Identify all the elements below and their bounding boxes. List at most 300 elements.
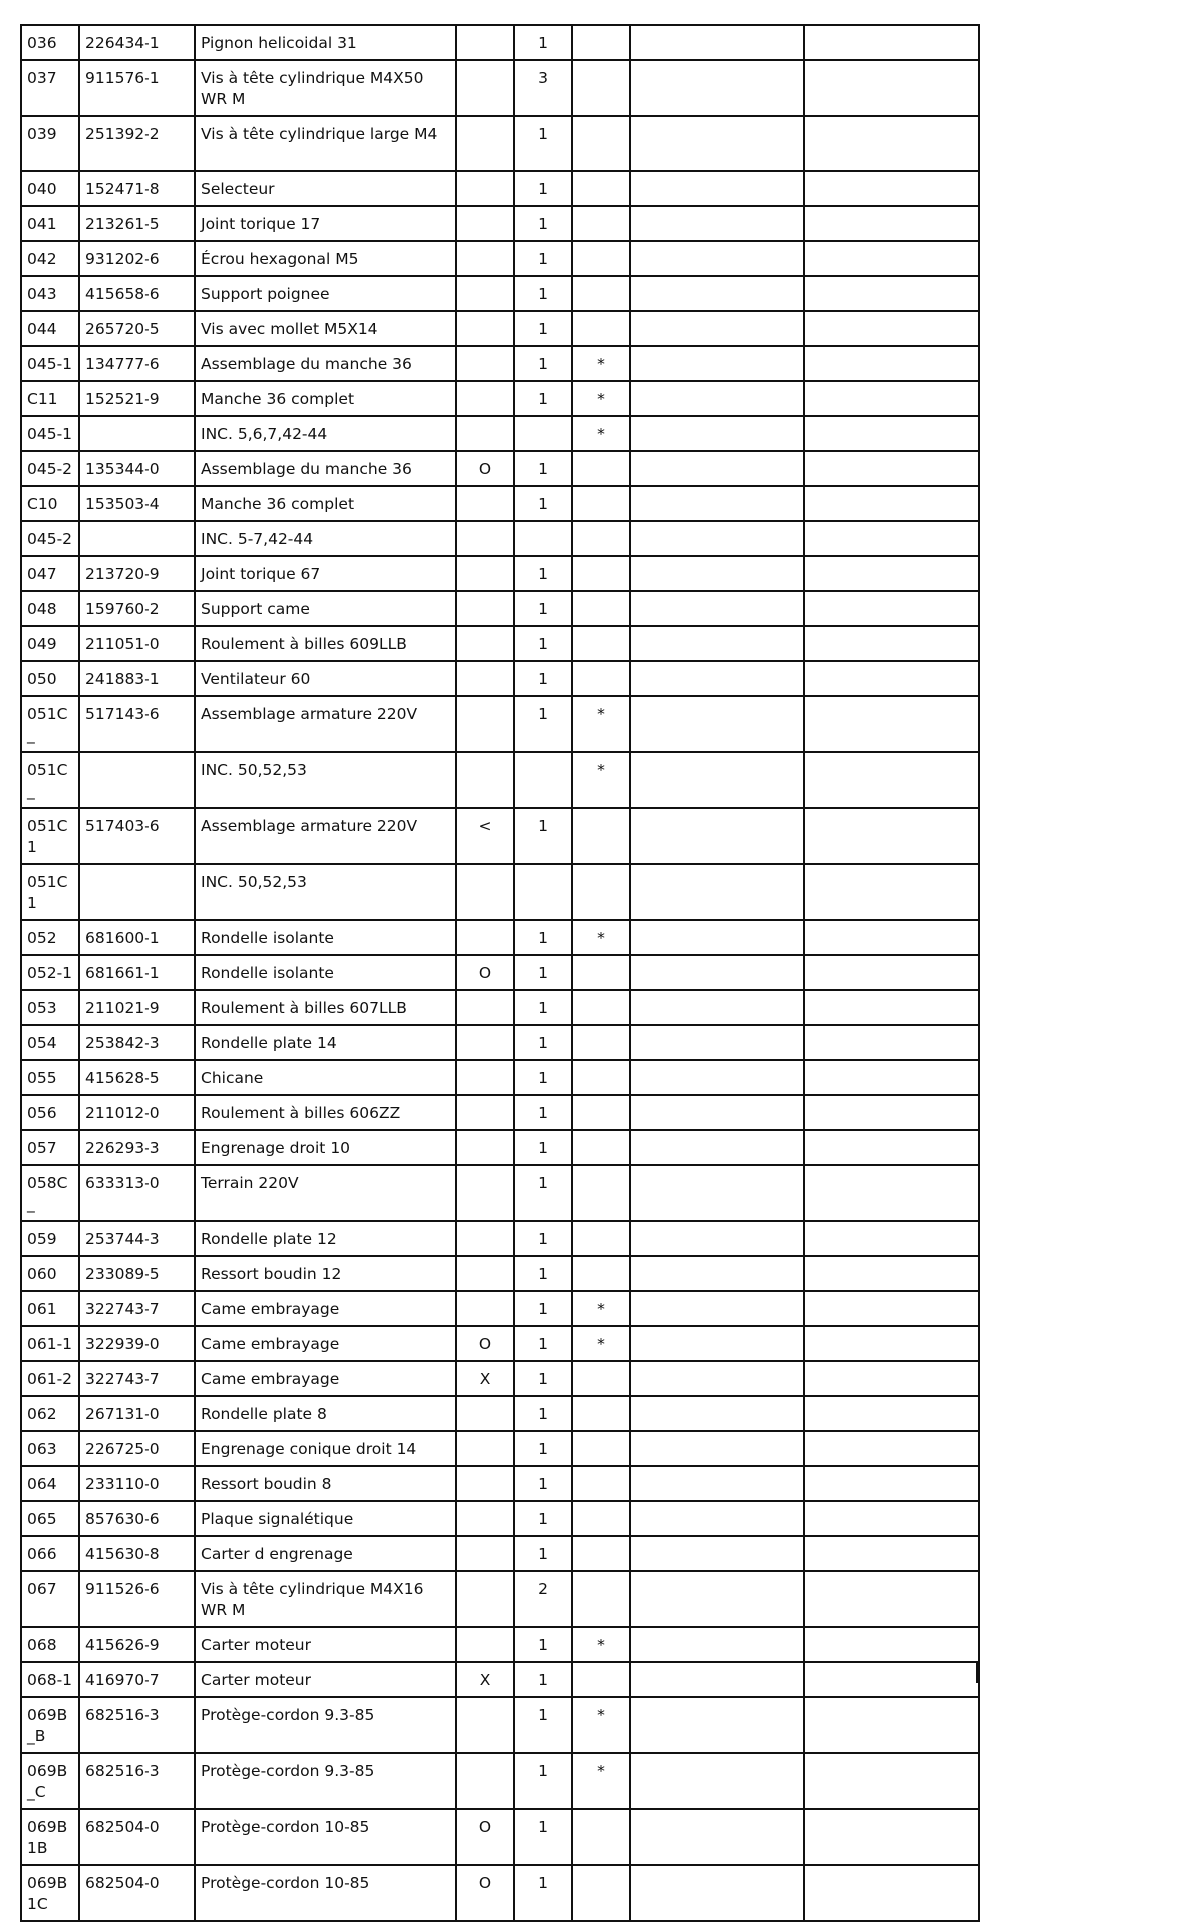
part-number-cell: 226434-1 [79, 25, 195, 60]
description-cell: Vis à tête cylindrique large M4 [195, 116, 456, 171]
change-code-cell [456, 696, 514, 752]
item-number-cell: 061-2 [21, 1361, 79, 1396]
part-number-cell: 517143-6 [79, 696, 195, 752]
table-row [21, 206, 979, 241]
mark-cell [572, 1130, 630, 1165]
empty-cell [804, 1095, 979, 1130]
mark-cell [572, 241, 630, 276]
empty-cell [804, 241, 979, 276]
empty-cell [630, 1627, 804, 1662]
quantity-cell: 1 [514, 1095, 572, 1130]
description-cell: Support came [195, 591, 456, 626]
table-row [21, 955, 979, 990]
mark-cell [572, 955, 630, 990]
empty-cell [630, 521, 804, 556]
empty-cell [630, 276, 804, 311]
part-number-cell: 253842-3 [79, 1025, 195, 1060]
change-code-cell [456, 521, 514, 556]
change-code-cell [456, 1256, 514, 1291]
part-number-cell: 267131-0 [79, 1396, 195, 1431]
description-cell: Écrou hexagonal M5 [195, 241, 456, 276]
item-number-cell: 045-1 [21, 416, 79, 451]
quantity-cell: 1 [514, 1060, 572, 1095]
mark-cell: * [572, 381, 630, 416]
empty-cell [804, 1361, 979, 1396]
table-row [21, 1326, 979, 1361]
part-number-cell: 322939-0 [79, 1326, 195, 1361]
mark-cell [572, 1361, 630, 1396]
mark-cell [572, 25, 630, 60]
table-row [21, 1165, 979, 1221]
mark-cell [572, 311, 630, 346]
description-cell: Manche 36 complet [195, 486, 456, 521]
description-cell: Plaque signalétique [195, 1501, 456, 1536]
mark-cell [572, 1165, 630, 1221]
change-code-cell: < [456, 808, 514, 864]
empty-cell [630, 1809, 804, 1865]
description-cell: Joint torique 67 [195, 556, 456, 591]
mark-cell [572, 1396, 630, 1431]
empty-cell [630, 1753, 804, 1809]
quantity-cell: 1 [514, 920, 572, 955]
quantity-cell: 1 [514, 1025, 572, 1060]
empty-cell [804, 311, 979, 346]
item-number-cell: 047 [21, 556, 79, 591]
empty-cell [804, 808, 979, 864]
quantity-cell: 1 [514, 1256, 572, 1291]
description-cell: Chicane [195, 1060, 456, 1095]
item-number-cell: 056 [21, 1095, 79, 1130]
quantity-cell: 1 [514, 346, 572, 381]
description-cell: Came embrayage [195, 1361, 456, 1396]
change-code-cell [456, 171, 514, 206]
empty-cell [804, 920, 979, 955]
table-row [21, 1291, 979, 1326]
part-number-cell: 134777-6 [79, 346, 195, 381]
part-number-cell [79, 864, 195, 920]
part-number-cell: 517403-6 [79, 808, 195, 864]
quantity-cell: 1 [514, 1165, 572, 1221]
change-code-cell [456, 1627, 514, 1662]
change-code-cell [456, 1025, 514, 1060]
table-row [21, 241, 979, 276]
change-code-cell [456, 486, 514, 521]
table-row [21, 556, 979, 591]
quantity-cell: 1 [514, 171, 572, 206]
empty-cell [630, 1361, 804, 1396]
part-number-cell: 931202-6 [79, 241, 195, 276]
mark-cell [572, 451, 630, 486]
empty-cell [630, 1326, 804, 1361]
quantity-cell: 1 [514, 591, 572, 626]
item-number-cell: 061 [21, 1291, 79, 1326]
mark-cell [572, 1501, 630, 1536]
change-code-cell [456, 752, 514, 808]
item-number-cell: 055 [21, 1060, 79, 1095]
empty-cell [630, 1396, 804, 1431]
table-row [21, 920, 979, 955]
empty-cell [804, 661, 979, 696]
empty-cell [630, 311, 804, 346]
empty-cell [804, 416, 979, 451]
empty-cell [630, 486, 804, 521]
part-number-cell: 211051-0 [79, 626, 195, 661]
part-number-cell [79, 521, 195, 556]
empty-cell [804, 206, 979, 241]
quantity-cell: 1 [514, 116, 572, 171]
item-number-cell: 064 [21, 1466, 79, 1501]
description-cell: Pignon helicoidal 31 [195, 25, 456, 60]
change-code-cell [456, 1221, 514, 1256]
mark-cell [572, 60, 630, 116]
change-code-cell [456, 311, 514, 346]
change-code-cell [456, 661, 514, 696]
change-code-cell: X [456, 1361, 514, 1396]
part-number-cell: 226725-0 [79, 1431, 195, 1466]
item-number-cell: 069B_C [21, 1753, 79, 1809]
part-number-cell: 211012-0 [79, 1095, 195, 1130]
table-row [21, 696, 979, 752]
change-code-cell [456, 864, 514, 920]
quantity-cell: 1 [514, 1361, 572, 1396]
empty-cell [804, 1865, 979, 1921]
mark-cell [572, 1221, 630, 1256]
description-cell: INC. 5-7,42-44 [195, 521, 456, 556]
empty-cell [630, 1865, 804, 1921]
empty-cell [630, 381, 804, 416]
table-row [21, 381, 979, 416]
description-cell: Carter d engrenage [195, 1536, 456, 1571]
table-row [21, 276, 979, 311]
empty-cell [630, 990, 804, 1025]
empty-cell [804, 1753, 979, 1809]
empty-cell [804, 521, 979, 556]
description-cell: Vis à tête cylindrique M4X50 WR M [195, 60, 456, 116]
change-code-cell [456, 1501, 514, 1536]
mark-cell [572, 661, 630, 696]
description-cell: Protège-cordon 10-85 [195, 1809, 456, 1865]
table-row [21, 1095, 979, 1130]
empty-cell [630, 451, 804, 486]
item-number-cell: 060 [21, 1256, 79, 1291]
part-number-cell: 633313-0 [79, 1165, 195, 1221]
part-number-cell: 265720-5 [79, 311, 195, 346]
empty-cell [804, 626, 979, 661]
item-number-cell: 069B_B [21, 1697, 79, 1753]
change-code-cell [456, 626, 514, 661]
mark-cell [572, 556, 630, 591]
empty-cell [630, 25, 804, 60]
table-row [21, 311, 979, 346]
mark-cell [572, 1865, 630, 1921]
quantity-cell: 1 [514, 1291, 572, 1326]
item-number-cell: 068-1 [21, 1662, 79, 1697]
mark-cell [572, 276, 630, 311]
description-cell: Ressort boudin 8 [195, 1466, 456, 1501]
change-code-cell [456, 116, 514, 171]
mark-cell: * [572, 1326, 630, 1361]
description-cell: Roulement à billes 609LLB [195, 626, 456, 661]
table-row [21, 1697, 979, 1753]
item-number-cell: 045-1 [21, 346, 79, 381]
description-cell: Engrenage conique droit 14 [195, 1431, 456, 1466]
empty-cell [804, 1130, 979, 1165]
item-number-cell: 050 [21, 661, 79, 696]
change-code-cell [456, 990, 514, 1025]
empty-cell [630, 241, 804, 276]
change-code-cell: O [456, 451, 514, 486]
table-row [21, 416, 979, 451]
table-row [21, 1809, 979, 1865]
part-number-cell: 233110-0 [79, 1466, 195, 1501]
change-code-cell [456, 1697, 514, 1753]
empty-cell [804, 1060, 979, 1095]
part-number-cell: 682516-3 [79, 1753, 195, 1809]
mark-cell: * [572, 1291, 630, 1326]
item-number-cell: 062 [21, 1396, 79, 1431]
quantity-cell: 1 [514, 276, 572, 311]
table-row [21, 116, 979, 171]
item-number-cell: 054 [21, 1025, 79, 1060]
empty-cell [804, 276, 979, 311]
quantity-cell: 1 [514, 1326, 572, 1361]
empty-cell [804, 1697, 979, 1753]
next-row-edge [20, 1661, 978, 1683]
table-row [21, 1753, 979, 1809]
change-code-cell [456, 1396, 514, 1431]
quantity-cell: 1 [514, 311, 572, 346]
quantity-cell: 1 [514, 1431, 572, 1466]
change-code-cell [456, 1536, 514, 1571]
empty-cell [804, 451, 979, 486]
description-cell: Protège-cordon 9.3-85 [195, 1697, 456, 1753]
description-cell: Rondelle isolante [195, 920, 456, 955]
item-number-cell: 067 [21, 1571, 79, 1627]
part-number-cell [79, 752, 195, 808]
empty-cell [630, 1501, 804, 1536]
empty-cell [630, 1095, 804, 1130]
table-row [21, 752, 979, 808]
description-cell: Rondelle plate 14 [195, 1025, 456, 1060]
table-row [21, 626, 979, 661]
change-code-cell [456, 241, 514, 276]
empty-cell [630, 696, 804, 752]
table-row [21, 1396, 979, 1431]
empty-cell [804, 1627, 979, 1662]
table-row [21, 346, 979, 381]
part-number-cell: 415630-8 [79, 1536, 195, 1571]
description-cell: Rondelle isolante [195, 955, 456, 990]
change-code-cell [456, 1466, 514, 1501]
empty-cell [804, 1466, 979, 1501]
change-code-cell [456, 416, 514, 451]
table-row [21, 864, 979, 920]
description-cell: Manche 36 complet [195, 381, 456, 416]
part-number-cell: 911526-6 [79, 1571, 195, 1627]
empty-cell [630, 808, 804, 864]
empty-cell [630, 1431, 804, 1466]
mark-cell [572, 1536, 630, 1571]
change-code-cell [456, 1060, 514, 1095]
quantity-cell: 1 [514, 1130, 572, 1165]
item-number-cell: C11 [21, 381, 79, 416]
item-number-cell: 039 [21, 116, 79, 171]
empty-cell [630, 1697, 804, 1753]
part-number-cell: 241883-1 [79, 661, 195, 696]
empty-cell [630, 1130, 804, 1165]
part-number-cell: 159760-2 [79, 591, 195, 626]
item-number-cell: 049 [21, 626, 79, 661]
change-code-cell: O [456, 1326, 514, 1361]
empty-cell [630, 206, 804, 241]
quantity-cell: 1 [514, 451, 572, 486]
mark-cell [572, 116, 630, 171]
item-number-cell: 043 [21, 276, 79, 311]
mark-cell [572, 206, 630, 241]
quantity-cell: 1 [514, 1501, 572, 1536]
description-cell: INC. 5,6,7,42-44 [195, 416, 456, 451]
quantity-cell: 1 [514, 241, 572, 276]
change-code-cell [456, 1291, 514, 1326]
item-number-cell: 036 [21, 25, 79, 60]
mark-cell [572, 1256, 630, 1291]
description-cell: Joint torique 17 [195, 206, 456, 241]
mark-cell [572, 591, 630, 626]
description-cell: Assemblage armature 220V [195, 808, 456, 864]
description-cell: Came embrayage [195, 1291, 456, 1326]
table-row [21, 171, 979, 206]
quantity-cell: 1 [514, 381, 572, 416]
part-number-cell: 211021-9 [79, 990, 195, 1025]
item-number-cell: 057 [21, 1130, 79, 1165]
empty-cell [804, 1025, 979, 1060]
empty-cell [804, 1165, 979, 1221]
part-number-cell: 226293-3 [79, 1130, 195, 1165]
part-number-cell: 415626-9 [79, 1627, 195, 1662]
quantity-cell: 1 [514, 808, 572, 864]
quantity-cell [514, 416, 572, 451]
empty-cell [804, 1396, 979, 1431]
item-number-cell: 068 [21, 1627, 79, 1662]
item-number-cell: 042 [21, 241, 79, 276]
table-row [21, 1466, 979, 1501]
empty-cell [804, 1431, 979, 1466]
empty-cell [804, 346, 979, 381]
empty-cell [804, 1256, 979, 1291]
empty-cell [804, 1809, 979, 1865]
table-row [21, 60, 979, 116]
empty-cell [804, 1326, 979, 1361]
item-number-cell: 051C_ [21, 696, 79, 752]
mark-cell: * [572, 346, 630, 381]
empty-cell [630, 1060, 804, 1095]
description-cell: Protège-cordon 10-85 [195, 1865, 456, 1921]
empty-cell [630, 1571, 804, 1627]
quantity-cell: 1 [514, 1466, 572, 1501]
description-cell: Assemblage armature 220V [195, 696, 456, 752]
mark-cell: * [572, 752, 630, 808]
quantity-cell: 1 [514, 1536, 572, 1571]
empty-cell [804, 25, 979, 60]
empty-cell [804, 556, 979, 591]
part-number-cell: 682504-0 [79, 1865, 195, 1921]
part-number-cell: 153503-4 [79, 486, 195, 521]
quantity-cell [514, 864, 572, 920]
mark-cell [572, 864, 630, 920]
empty-cell [804, 60, 979, 116]
quantity-cell: 1 [514, 1753, 572, 1809]
empty-cell [630, 346, 804, 381]
table-row [21, 1256, 979, 1291]
part-number-cell: 415658-6 [79, 276, 195, 311]
part-number-cell: 681600-1 [79, 920, 195, 955]
description-cell: INC. 50,52,53 [195, 864, 456, 920]
change-code-cell: X [456, 1662, 514, 1697]
item-number-cell: 052-1 [21, 955, 79, 990]
quantity-cell: 1 [514, 556, 572, 591]
part-number-cell: 857630-6 [79, 1501, 195, 1536]
quantity-cell: 1 [514, 626, 572, 661]
table-row [21, 591, 979, 626]
empty-cell [630, 1536, 804, 1571]
change-code-cell [456, 60, 514, 116]
table-row [21, 808, 979, 864]
quantity-cell: 2 [514, 1571, 572, 1627]
table-row [21, 1221, 979, 1256]
mark-cell: * [572, 1627, 630, 1662]
description-cell: INC. 50,52,53 [195, 752, 456, 808]
item-number-cell: 040 [21, 171, 79, 206]
quantity-cell: 1 [514, 1396, 572, 1431]
table-row [21, 521, 979, 556]
description-cell: Roulement à billes 606ZZ [195, 1095, 456, 1130]
change-code-cell [456, 206, 514, 241]
change-code-cell [456, 381, 514, 416]
description-cell: Carter moteur [195, 1627, 456, 1662]
quantity-cell: 1 [514, 486, 572, 521]
empty-cell [630, 416, 804, 451]
empty-cell [630, 1221, 804, 1256]
table-row [21, 1130, 979, 1165]
empty-cell [630, 1466, 804, 1501]
table-row [21, 1536, 979, 1571]
empty-cell [804, 1536, 979, 1571]
description-cell: Ressort boudin 12 [195, 1256, 456, 1291]
empty-cell [804, 990, 979, 1025]
mark-cell: * [572, 416, 630, 451]
parts-list-table [20, 24, 980, 1922]
change-code-cell [456, 1095, 514, 1130]
part-number-cell: 213261-5 [79, 206, 195, 241]
quantity-cell [514, 752, 572, 808]
empty-cell [804, 1571, 979, 1627]
item-number-cell: 045-2 [21, 451, 79, 486]
quantity-cell: 1 [514, 661, 572, 696]
table-row [21, 1025, 979, 1060]
empty-cell [630, 591, 804, 626]
change-code-cell: O [456, 1809, 514, 1865]
empty-cell [630, 661, 804, 696]
item-number-cell: 051C_ [21, 752, 79, 808]
mark-cell [572, 626, 630, 661]
mark-cell [572, 1060, 630, 1095]
description-cell: Assemblage du manche 36 [195, 346, 456, 381]
part-number-cell: 322743-7 [79, 1291, 195, 1326]
item-number-cell: 069B1B [21, 1809, 79, 1865]
change-code-cell [456, 1165, 514, 1221]
mark-cell [572, 808, 630, 864]
change-code-cell [456, 591, 514, 626]
